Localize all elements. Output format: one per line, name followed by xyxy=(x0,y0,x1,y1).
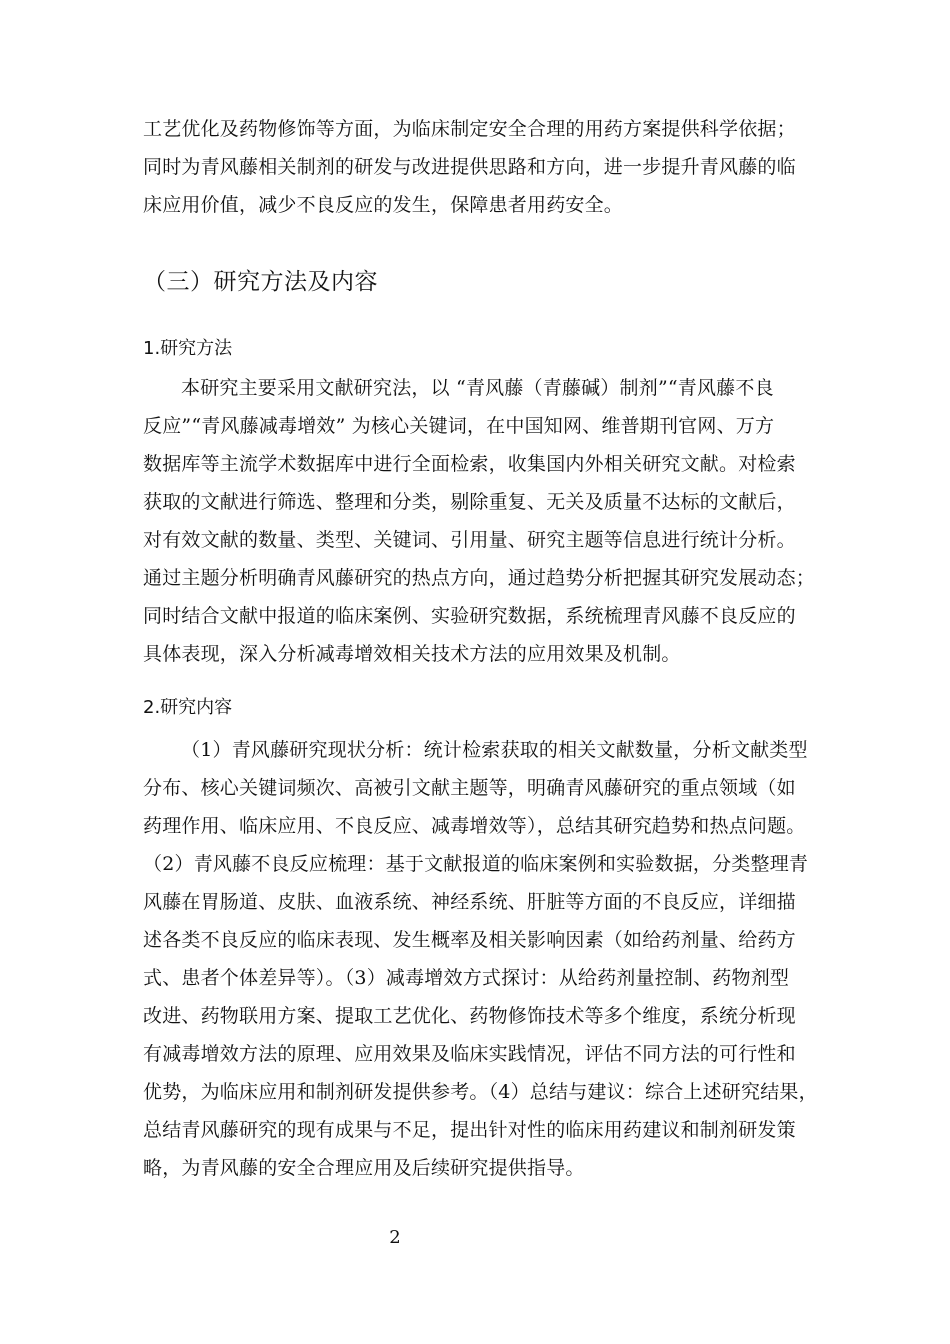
section-heading: （三）研究方法及内容 xyxy=(143,269,378,295)
page-number: 2 xyxy=(389,1227,401,1248)
contents-heading: 2.研究内容 xyxy=(143,697,233,718)
document-page: 工艺优化及药物修饰等方面，为临床制定安全合理的用药方案提供科学依据； 同时为青风藤相关制剂的研发与改进提供思路和方向，进一步提升青风藤的临 床应用价值，减少不良反应的发生，保障患者用药安全。 （三）研究方法及内容 1.研究方法 本研究主要采用文献研究法，以 “青风藤（青藤碱）制剂”“青风藤不良 反应”“青风藤减毒增效” 为核心关键词，在中国知网、维普期刊官网、万方 数据库等主流学术数据库中进行全面检索，收集国内外相关研究文献。对检索 获取的文献进行筛选、整理和分类，剔除重复、无关及质量不达标的文献后， 对有效文献的数量、类型、关键词、引用量、研究主题等信息进行统计分析。 通过主题分析明确青风藤研究的热点方向，通过趋势分析把握其研究发展动态； 同时结合文献中报道的临床案例、实验研究数据，系统梳理青风藤不良反应的 具体表现，深入分析减毒增效相关技术方法的应用效果及机制。 2.研究内容 （1）青风藤研究现状分析：统计检索获取的相关文献数量，分析文献类型 分布、核心关键词频次、高被引文献主题等，明确青风藤研究的重点领域（如 药理作用、临床应用、不良反应、减毒增效等），总结其研究趋势和热点问题。 （2）青风藤不良反应梳理：基于文献报道的临床案例和实验数据，分类整理青 风藤在胃肠道、皮肤、血液系统、神经系统、肝脏等方面的不良反应，详细描 述各类不良反应的临床表现、发生概率及相关影响因素（如给药剂量、给药方 式、患者个体差异等）。（3）减毒增效方式探讨：从给药剂量控制、药物剂型 改进、药物联用方案、提取工艺优化、药物修饰技术等多个维度，系统分析现 有减毒增效方法的原理、应用效果及临床实践情况，评估不同方法的可行性和 优势，为临床应用和制剂研发提供参考。（4）总结与建议：综合上述研究结果， 总结青风藤研究的现有成果与不足，提出针对性的临床用药建议和制剂研发策 略，为青风藤的安全合理应用及后续研究提供指导。 2 xyxy=(143,118,818,1248)
methods-heading: 1.研究方法 xyxy=(143,338,233,359)
